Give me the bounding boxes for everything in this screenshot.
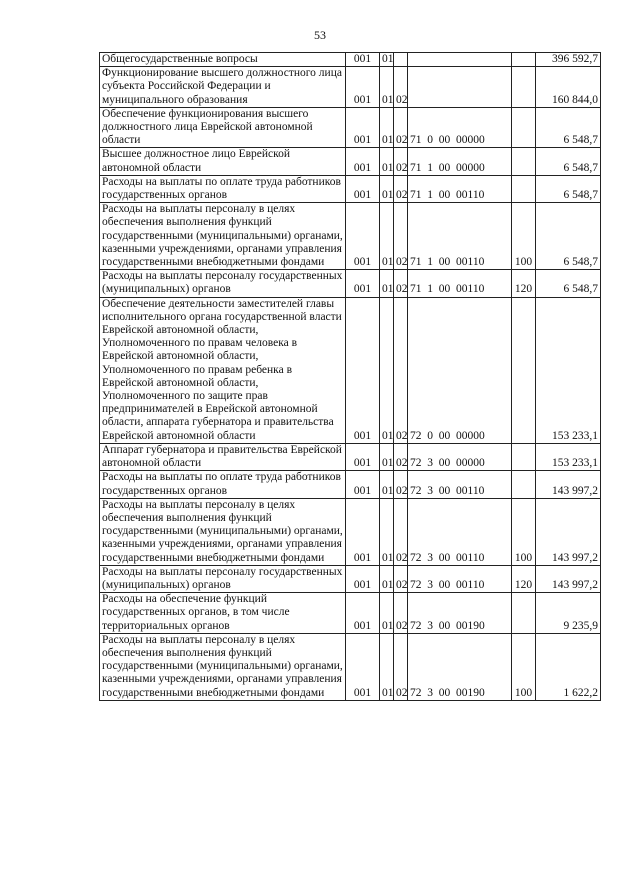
target-code: 72 3 00 00000: [408, 443, 512, 470]
row-name: Расходы на выплаты персоналу государственных (муниципальных) органов: [100, 565, 346, 592]
expense-type-code: [512, 175, 536, 202]
table-row: [100, 270, 601, 297]
target-code: [408, 67, 512, 108]
amount: 143 997,2: [536, 565, 601, 592]
section-code: 01: [380, 67, 394, 108]
row-name: Расходы на выплаты по оплате труда работников государственных органов: [100, 471, 346, 498]
dept-code: 001: [346, 565, 380, 592]
expense-type-code: [512, 297, 536, 443]
target-code: 72 3 00 00110: [408, 471, 512, 498]
row-name: Обеспечение функционирования высшего должностного лица Еврейской автономной области: [100, 107, 346, 148]
table-row: [100, 107, 601, 148]
subsection-code: 02: [394, 443, 408, 470]
row-name: Расходы на обеспечение функций государственных органов, в том числе территориальных органов: [100, 593, 346, 634]
table-row: [100, 633, 601, 700]
expense-type-code: [512, 107, 536, 148]
section-code: 01: [380, 203, 394, 270]
row-name: Расходы на выплаты персоналу государственных (муниципальных) органов: [100, 270, 346, 297]
dept-code: 001: [346, 175, 380, 202]
subsection-code: 02: [394, 471, 408, 498]
target-code: 72 3 00 00190: [408, 633, 512, 700]
row-name: Аппарат губернатора и правительства Еврейской автономной области: [100, 443, 346, 470]
expense-type-code: [512, 471, 536, 498]
row-name: Обеспечение деятельности заместителей главы исполнительного органа государственной власти Еврейской автономной области, Уполномоченного по правам человека в Еврейской автономной области, Уполномоченного по правам ребенка в Еврейской автономной области, Уполномоченного по защите прав предпринимателей в Еврейской автономной области, аппарата губернатора и правительства Еврейской автономной области: [100, 297, 346, 443]
dept-code: 001: [346, 67, 380, 108]
dept-code: 001: [346, 593, 380, 634]
amount: 6 548,7: [536, 203, 601, 270]
subsection-code: 02: [394, 565, 408, 592]
target-code: 71 0 00 00000: [408, 107, 512, 148]
target-code: 72 0 00 00000: [408, 297, 512, 443]
table-row: [100, 67, 601, 108]
amount: 143 997,2: [536, 498, 601, 565]
target-code: 72 3 00 00110: [408, 498, 512, 565]
table-row: [100, 593, 601, 634]
target-code: [408, 53, 512, 67]
section-code: 01: [380, 471, 394, 498]
target-code: 72 3 00 00110: [408, 565, 512, 592]
expense-type-code: [512, 67, 536, 108]
budget-table: [99, 52, 601, 701]
target-code: 71 1 00 00110: [408, 203, 512, 270]
row-name: Расходы на выплаты персоналу в целях обеспечения выполнения функций государственными (муниципальными) органами, казенными учреждениями, органами управления государственными внебюджетными фондами: [100, 633, 346, 700]
expense-type-code: [512, 593, 536, 634]
row-name: Высшее должностное лицо Еврейской автономной области: [100, 148, 346, 175]
table-row: [100, 471, 601, 498]
section-code: 01: [380, 175, 394, 202]
dept-code: 001: [346, 270, 380, 297]
expense-type-code: 100: [512, 498, 536, 565]
section-code: 01: [380, 633, 394, 700]
section-code: 01: [380, 565, 394, 592]
target-code: 71 1 00 00110: [408, 175, 512, 202]
expense-type-code: [512, 53, 536, 67]
section-code: 01: [380, 270, 394, 297]
expense-type-code: [512, 443, 536, 470]
table-row: [100, 297, 601, 443]
dept-code: 001: [346, 148, 380, 175]
table-row: [100, 148, 601, 175]
target-code: 71 1 00 00000: [408, 148, 512, 175]
section-code: 01: [380, 107, 394, 148]
amount: 1 622,2: [536, 633, 601, 700]
expense-type-code: 120: [512, 270, 536, 297]
subsection-code: 02: [394, 297, 408, 443]
section-code: 01: [380, 148, 394, 175]
dept-code: 001: [346, 107, 380, 148]
amount: 396 592,7: [536, 53, 601, 67]
amount: 160 844,0: [536, 67, 601, 108]
dept-code: 001: [346, 498, 380, 565]
table-row: [100, 565, 601, 592]
amount: 9 235,9: [536, 593, 601, 634]
dept-code: 001: [346, 633, 380, 700]
expense-type-code: 100: [512, 203, 536, 270]
section-code: 01: [380, 443, 394, 470]
section-code: 01: [380, 593, 394, 634]
table-row: [100, 443, 601, 470]
subsection-code: 02: [394, 593, 408, 634]
section-code: 01: [380, 498, 394, 565]
dept-code: 001: [346, 471, 380, 498]
target-code: 72 3 00 00190: [408, 593, 512, 634]
subsection-code: 02: [394, 67, 408, 108]
dept-code: 001: [346, 203, 380, 270]
subsection-code: [394, 53, 408, 67]
dept-code: 001: [346, 297, 380, 443]
table-row: [100, 53, 601, 67]
subsection-code: 02: [394, 203, 408, 270]
row-name: Расходы на выплаты по оплате труда работников государственных органов: [100, 175, 346, 202]
row-name: Общегосударственные вопросы: [100, 53, 346, 67]
subsection-code: 02: [394, 270, 408, 297]
amount: 153 233,1: [536, 297, 601, 443]
dept-code: 001: [346, 443, 380, 470]
subsection-code: 02: [394, 498, 408, 565]
table-row: [100, 175, 601, 202]
expense-type-code: 100: [512, 633, 536, 700]
table-row: [100, 203, 601, 270]
subsection-code: 02: [394, 175, 408, 202]
subsection-code: 02: [394, 148, 408, 175]
amount: 6 548,7: [536, 270, 601, 297]
section-code: 01: [380, 53, 394, 67]
amount: 6 548,7: [536, 107, 601, 148]
expense-type-code: 120: [512, 565, 536, 592]
subsection-code: 02: [394, 107, 408, 148]
amount: 6 548,7: [536, 148, 601, 175]
amount: 143 997,2: [536, 471, 601, 498]
amount: 6 548,7: [536, 175, 601, 202]
subsection-code: 02: [394, 633, 408, 700]
section-code: 01: [380, 297, 394, 443]
table-row: [100, 498, 601, 565]
dept-code: 001: [346, 53, 380, 67]
row-name: Расходы на выплаты персоналу в целях обеспечения выполнения функций государственными (муниципальными) органами, казенными учреждениями, органами управления государственными внебюджетными фондами: [100, 203, 346, 270]
row-name: Функционирование высшего должностного лица субъекта Российской Федерации и муниципального образования: [100, 67, 346, 108]
amount: 153 233,1: [536, 443, 601, 470]
budget-table-body: [100, 53, 601, 701]
page-number: 53: [314, 28, 326, 42]
target-code: 71 1 00 00110: [408, 270, 512, 297]
expense-type-code: [512, 148, 536, 175]
row-name: Расходы на выплаты персоналу в целях обеспечения выполнения функций государственными (муниципальными) органами, казенными учреждениями, органами управления государственными внебюджетными фондами: [100, 498, 346, 565]
